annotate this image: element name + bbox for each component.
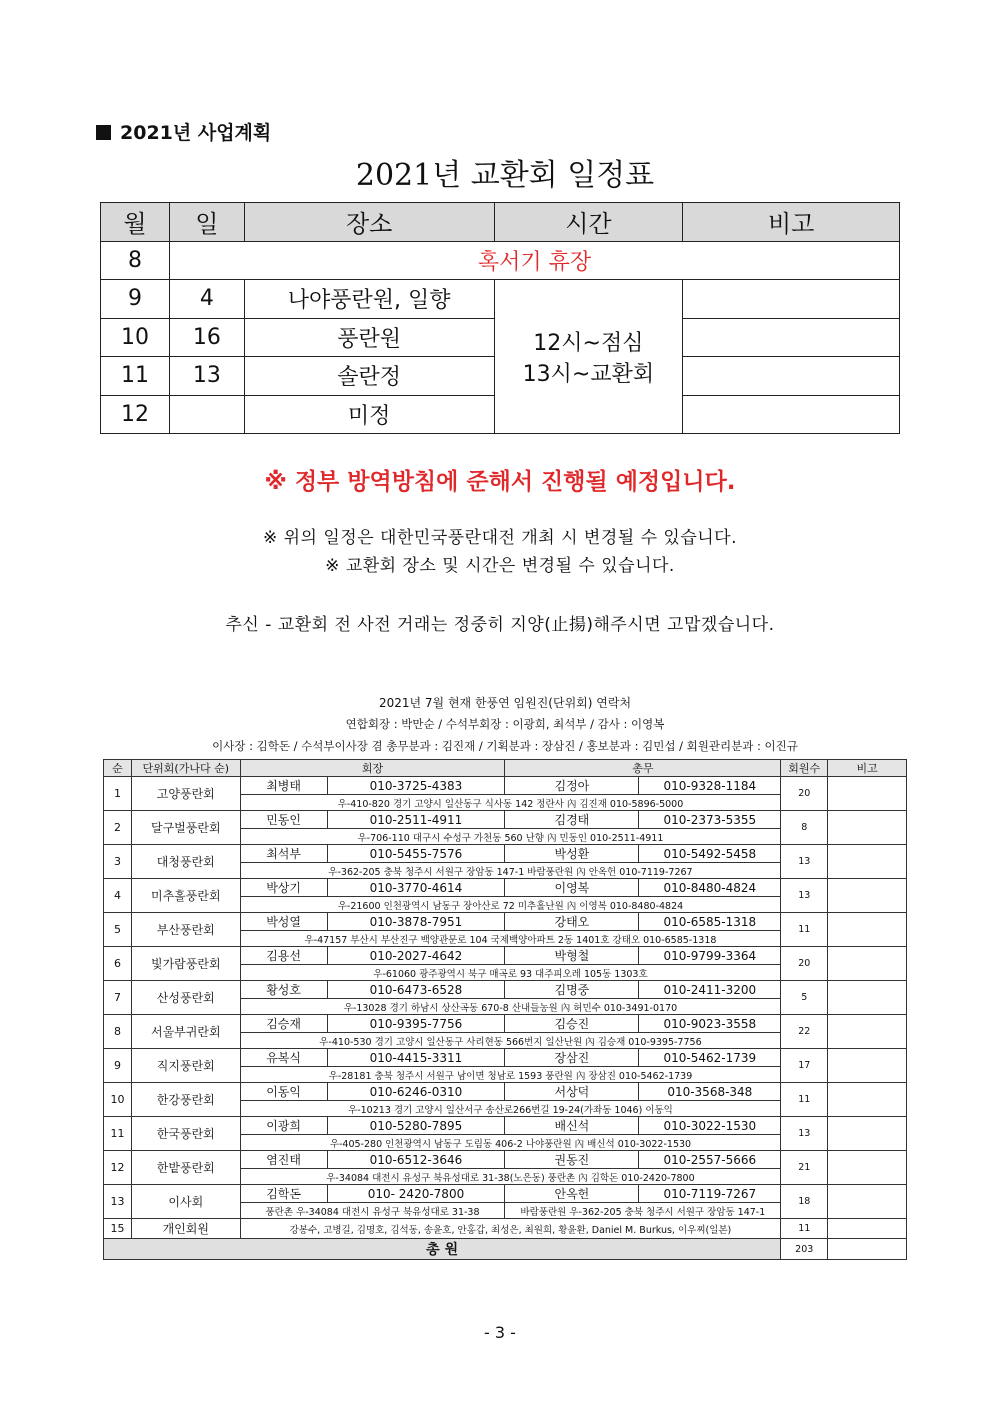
address: 우-21600 인천광역시 남동구 장아산로 72 미추홀난원 內 이영복 010-8480-4824 [240, 897, 781, 913]
total-row [104, 1239, 907, 1260]
table-row [104, 1151, 907, 1169]
member-count: 13 [781, 879, 828, 913]
member-count: 20 [781, 947, 828, 981]
remarks-cell [828, 1049, 907, 1083]
address: 우-410-820 경기 고양시 일산동구 식사동 142 정란사 內 김진재 010-5896-5000 [240, 795, 781, 811]
section-title [96, 118, 271, 145]
schedule-table [100, 202, 900, 434]
time-line: 13시~교환회 [522, 361, 655, 387]
address: 바람풍란원 우-362-205 충북 청주시 서원구 장암동 147-1 [505, 1203, 781, 1219]
secretary-phone: 010-2373-5355 [639, 811, 781, 829]
table-row [104, 1015, 907, 1033]
place-cell: 솔란정 [244, 357, 494, 396]
member-count: 11 [781, 913, 828, 947]
club-name: 부산풍란회 [131, 913, 240, 947]
remarks-cell [828, 947, 907, 981]
row-number: 8 [104, 1015, 132, 1049]
officers-line: 이사장 : 김학돈 / 수석부이사장 겸 총무분과 : 김진재 / 기획분과 : 장삼진 / 홍보분과 : 김민섭 / 회원관리분과 : 이진규 [212, 739, 798, 753]
club-name: 대청풍란회 [131, 845, 240, 879]
address: 우-61060 광주광역시 북구 매곡로 93 대주피오레 105동 1303호 [240, 965, 781, 981]
secretary-name: 김승진 [505, 1015, 639, 1033]
month-cell: 9 [101, 280, 170, 319]
schedule-row [101, 241, 900, 280]
president-phone: 010-6473-6528 [327, 981, 505, 999]
table-row [104, 879, 907, 897]
secretary-phone: 010-9328-1184 [639, 777, 781, 795]
president-phone: 010-5455-7576 [327, 845, 505, 863]
remarks-cell [828, 1015, 907, 1049]
header-note: 비고 [683, 203, 900, 242]
month-cell: 11 [101, 357, 170, 396]
header-members: 회원수 [781, 760, 828, 777]
main-notice: ※ 정부 방역방침에 준해서 진행될 예정입니다. [264, 469, 736, 495]
member-count: 17 [781, 1049, 828, 1083]
row-number: 10 [104, 1083, 132, 1117]
table-row [104, 1083, 907, 1101]
header-place: 장소 [244, 203, 494, 242]
secretary-phone: 010-3022-1530 [639, 1117, 781, 1135]
row-number: 11 [104, 1117, 132, 1151]
secretary-phone: 010-2557-5666 [639, 1151, 781, 1169]
remarks-cell [828, 1151, 907, 1185]
secretary-name: 김경태 [505, 811, 639, 829]
president-name: 황성호 [240, 981, 327, 999]
member-count: 13 [781, 845, 828, 879]
row-number: 3 [104, 845, 132, 879]
remarks-cell [828, 913, 907, 947]
square-bullet-icon [96, 125, 111, 140]
address: 우-13028 경기 하남시 상산곡동 670-8 산내들농원 內 허민수 010-3491-0170 [240, 999, 781, 1015]
secretary-phone: 010-5462-1739 [639, 1049, 781, 1067]
header-club: 단위회(가나다 순) [131, 760, 240, 777]
table-row [104, 777, 907, 795]
page-number: - 3 - [484, 1323, 516, 1342]
time-cell [494, 280, 683, 434]
president-phone: 010-3770-4614 [327, 879, 505, 897]
time-line: 12시~점심 [533, 330, 644, 356]
schedule-title: 2021년 교환회 일정표 [355, 158, 655, 193]
total-members: 203 [781, 1239, 828, 1260]
club-name: 서울부귀란회 [131, 1015, 240, 1049]
president-name: 김용선 [240, 947, 327, 965]
president-name: 이광희 [240, 1117, 327, 1135]
president-phone: 010-6512-3646 [327, 1151, 505, 1169]
officers-line: 연합회장 : 박만순 / 수석부회장 : 이광희, 최석부 / 감사 : 이영복 [345, 717, 665, 731]
note-cell [683, 357, 900, 396]
president-name: 염진태 [240, 1151, 327, 1169]
place-cell: 풍란원 [244, 318, 494, 357]
remarks-cell [828, 879, 907, 913]
president-name: 박상기 [240, 879, 327, 897]
header-day: 일 [169, 203, 244, 242]
secretary-phone: 010-5492-5458 [639, 845, 781, 863]
remarks-cell [828, 811, 907, 845]
table-row [104, 913, 907, 931]
president-name: 최병태 [240, 777, 327, 795]
president-name: 민동인 [240, 811, 327, 829]
contacts-title: 2021년 7월 현재 한풍연 임원진(단위회) 연락처 [378, 696, 632, 710]
header-no: 순 [104, 760, 132, 777]
president-name: 이동익 [240, 1083, 327, 1101]
president-phone: 010- 2420-7800 [327, 1185, 505, 1203]
contacts-header-row [104, 760, 907, 777]
secretary-name: 장삼진 [505, 1049, 639, 1067]
secretary-phone: 010-9799-3364 [639, 947, 781, 965]
address: 우-362-205 충북 청주시 서원구 장암동 147-1 바람풍란원 內 안옥헌 010-7119-7267 [240, 863, 781, 879]
table-row [104, 1049, 907, 1067]
month-cell: 10 [101, 318, 170, 357]
table-row [104, 947, 907, 965]
month-cell: 8 [101, 241, 170, 280]
address: 우-47157 부산시 부산진구 백양관문로 104 국제백양아파트 2동 1401호 강태오 010-6585-1318 [240, 931, 781, 947]
table-row [104, 981, 907, 999]
header-secretary: 총무 [505, 760, 781, 777]
secretary-phone: 010-8480-4824 [639, 879, 781, 897]
postscript: 추신 - 교환회 전 사전 거래는 정중히 지양(止揚)해주시면 고맙겠습니다. [225, 615, 775, 635]
schedule-header-row [101, 203, 900, 242]
member-count: 11 [781, 1219, 828, 1239]
address: 풍란촌 우-34084 대전시 유성구 북유성대로 31-38 [240, 1203, 505, 1219]
remarks-cell [828, 1239, 907, 1260]
header-president: 회장 [240, 760, 505, 777]
row-number: 1 [104, 777, 132, 811]
place-cell: 미정 [244, 395, 494, 434]
secretary-name: 강태오 [505, 913, 639, 931]
secretary-name: 박성환 [505, 845, 639, 863]
day-cell: 16 [169, 318, 244, 357]
closure-note: 혹서기 휴장 [169, 241, 899, 280]
month-cell: 12 [101, 395, 170, 434]
president-phone: 010-2511-4911 [327, 811, 505, 829]
club-name: 빛가람풍란회 [131, 947, 240, 981]
row-number: 4 [104, 879, 132, 913]
table-row [104, 1219, 907, 1239]
club-name: 고양풍란회 [131, 777, 240, 811]
secretary-phone: 010-3568-348 [639, 1083, 781, 1101]
club-name: 한밭풍란회 [131, 1151, 240, 1185]
schedule-row [101, 280, 900, 319]
individual-members: 강봉수, 고병길, 김명호, 김석동, 송윤호, 안홍갑, 최성은, 최원희, 황윤환, Daniel M. Burkus, 이우찌(일본) [240, 1219, 781, 1239]
remarks-cell [828, 845, 907, 879]
member-count: 8 [781, 811, 828, 845]
address: 우-706-110 대구시 수성구 가천동 560 난향 內 민동인 010-2511-4911 [240, 829, 781, 845]
header-remarks: 비고 [828, 760, 907, 777]
contacts-table [103, 759, 907, 1260]
president-phone: 010-3725-4383 [327, 777, 505, 795]
row-number: 7 [104, 981, 132, 1015]
club-name: 직지풍란회 [131, 1049, 240, 1083]
table-row [104, 811, 907, 829]
secretary-phone: 010-9023-3558 [639, 1015, 781, 1033]
club-name: 달구벌풍란회 [131, 811, 240, 845]
remarks-cell [828, 981, 907, 1015]
header-time: 시간 [494, 203, 683, 242]
president-name: 김학돈 [240, 1185, 327, 1203]
row-number: 13 [104, 1185, 132, 1219]
member-count: 20 [781, 777, 828, 811]
member-count: 22 [781, 1015, 828, 1049]
remarks-cell [828, 1083, 907, 1117]
address: 우-34084 대전시 유성구 북유성대로 31-38(노은동) 풍란촌 內 김학돈 010-2420-7800 [240, 1169, 781, 1185]
notice-line: ※ 교환회 장소 및 시간은 변경될 수 있습니다. [325, 556, 675, 576]
president-phone: 010-3878-7951 [327, 913, 505, 931]
table-row [104, 845, 907, 863]
secretary-name: 박형철 [505, 947, 639, 965]
row-number: 5 [104, 913, 132, 947]
address: 우-410-530 경기 고양시 일산동구 사리현동 566번지 일산난원 內 김승재 010-9395-7756 [240, 1033, 781, 1049]
day-cell: 4 [169, 280, 244, 319]
row-number: 12 [104, 1151, 132, 1185]
president-phone: 010-5280-7895 [327, 1117, 505, 1135]
notice-line: ※ 위의 일정은 대한민국풍란대전 개최 시 변경될 수 있습니다. [262, 528, 737, 548]
note-cell [683, 318, 900, 357]
remarks-cell [828, 1219, 907, 1239]
member-count: 13 [781, 1117, 828, 1151]
member-count: 18 [781, 1185, 828, 1219]
row-number: 2 [104, 811, 132, 845]
secretary-phone: 010-7119-7267 [639, 1185, 781, 1203]
section-title-text: 2021년 사업계획 [120, 122, 272, 144]
header-month: 월 [101, 203, 170, 242]
day-cell [169, 395, 244, 434]
member-count: 5 [781, 981, 828, 1015]
address: 우-405-280 인천광역시 남동구 도림동 406-2 나야풍란원 內 배신석 010-3022-1530 [240, 1135, 781, 1151]
president-name: 김승재 [240, 1015, 327, 1033]
remarks-cell [828, 1185, 907, 1219]
president-phone: 010-2027-4642 [327, 947, 505, 965]
president-name: 최석부 [240, 845, 327, 863]
secretary-name: 김정아 [505, 777, 639, 795]
row-number: 15 [104, 1219, 132, 1239]
club-name: 산성풍란회 [131, 981, 240, 1015]
president-name: 유복식 [240, 1049, 327, 1067]
address: 우-28181 충북 청주시 서원구 남이면 청남로 1593 풍란원 內 장삼진 010-5462-1739 [240, 1067, 781, 1083]
table-row [104, 1185, 907, 1203]
secretary-phone: 010-6585-1318 [639, 913, 781, 931]
remarks-cell [828, 1117, 907, 1151]
remarks-cell [828, 777, 907, 811]
member-count: 11 [781, 1083, 828, 1117]
club-name: 한강풍란회 [131, 1083, 240, 1117]
note-cell [683, 280, 900, 319]
club-name: 한국풍란회 [131, 1117, 240, 1151]
note-cell [683, 395, 900, 434]
secretary-name: 서상덕 [505, 1083, 639, 1101]
secretary-name: 안옥헌 [505, 1185, 639, 1203]
president-phone: 010-9395-7756 [327, 1015, 505, 1033]
row-number: 9 [104, 1049, 132, 1083]
row-number: 6 [104, 947, 132, 981]
club-name: 미추홀풍란회 [131, 879, 240, 913]
secretary-name: 이영복 [505, 879, 639, 897]
club-name: 이사회 [131, 1185, 240, 1219]
member-count: 21 [781, 1151, 828, 1185]
president-phone: 010-6246-0310 [327, 1083, 505, 1101]
place-cell: 나야풍란원, 일향 [244, 280, 494, 319]
club-name: 개인회원 [131, 1219, 240, 1239]
total-label: 총 원 [104, 1239, 781, 1260]
day-cell: 13 [169, 357, 244, 396]
secretary-name: 김명중 [505, 981, 639, 999]
secretary-phone: 010-2411-3200 [639, 981, 781, 999]
president-name: 박성열 [240, 913, 327, 931]
address: 우-10213 경기 고양시 일산서구 송산로266번길 19-24(가좌동 1046) 이동익 [240, 1101, 781, 1117]
secretary-name: 배신석 [505, 1117, 639, 1135]
table-row [104, 1117, 907, 1135]
president-phone: 010-4415-3311 [327, 1049, 505, 1067]
secretary-name: 권동진 [505, 1151, 639, 1169]
